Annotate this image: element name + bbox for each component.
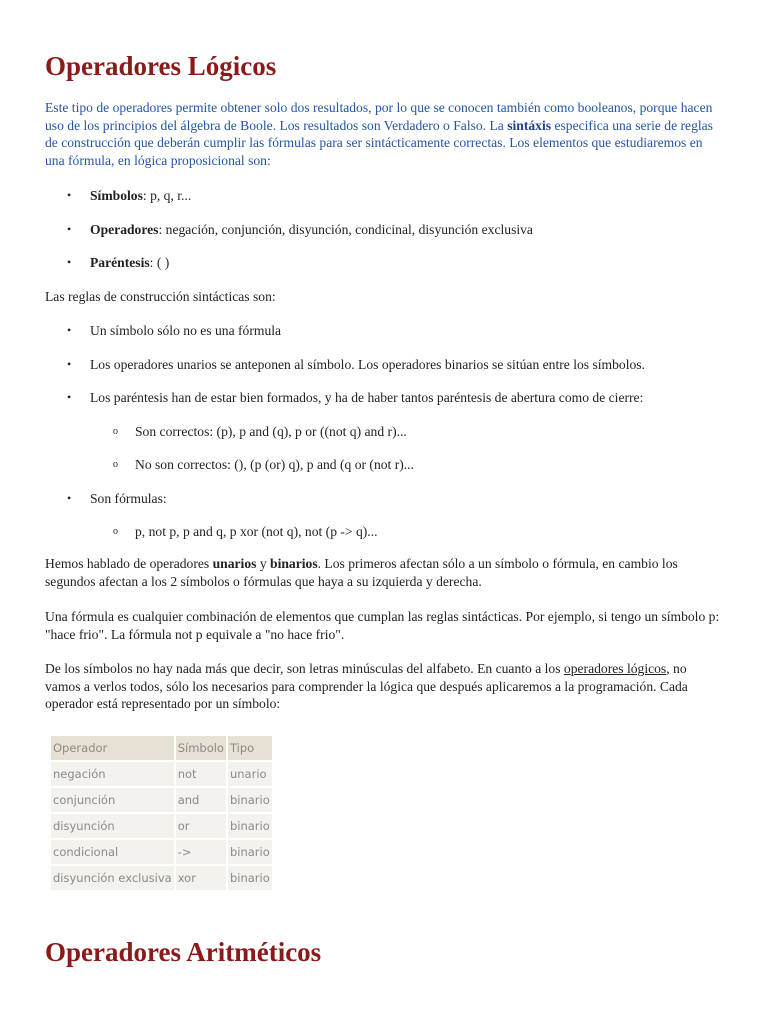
element-text: : negación, conjunción, disyunción, condicinal, disyunción exclusiva: [158, 221, 533, 237]
text-span: De los símbolos no hay nada más que decir, son letras minúsculas del alfabeto. En cuanto a los: [45, 661, 564, 676]
sub-list-item: o No son correctos: (), (p (or) q), p and (q or (not r)...: [45, 456, 725, 474]
table-cell: unario: [228, 762, 272, 786]
rule-text: Los paréntesis han de estar bien formados, y ha de haber tantos paréntesis de abertura como de cierre:: [90, 390, 644, 405]
sub-list: [45, 423, 725, 474]
sub-list-item: o Son correctos: (p), p and (q), p or ((not q) and r)...: [45, 423, 725, 441]
table-cell: condicional: [51, 840, 174, 864]
table-cell: binario: [228, 840, 272, 864]
intro-bold-sintaxis: sintáxis: [507, 117, 552, 133]
rules-list: [45, 322, 725, 541]
list-item: [45, 389, 725, 474]
rule-text: Son fórmulas:: [90, 490, 167, 506]
table-cell: conjunción: [51, 788, 174, 812]
table-row: [51, 762, 272, 786]
sub-list: [45, 523, 725, 541]
table-cell: or: [176, 814, 226, 838]
text-span: Hemos hablado de operadores: [45, 556, 213, 571]
table-cell: disyunción: [51, 814, 174, 838]
table-cell: ->: [176, 840, 226, 864]
bold-unarios: unarios: [212, 556, 257, 571]
intro-text-after: especifica una serie de reglas de construcción que deberán cumplir las fórmulas para ser sintácticamente correctas. Los elementos que estudiaremos en una fórmula, en lógica proposicional son:: [45, 117, 713, 168]
table-header-row: [51, 736, 272, 760]
table-row: [51, 866, 272, 890]
table-cell: xor: [176, 866, 226, 890]
table-cell: negación: [51, 762, 174, 786]
paragraph-formula: Una fórmula es cualquier combinación de elementos que cumplan las reglas sintácticas. Por ejemplo, si tengo un símbolo p: "hace frio". La fórmula not p equivale a "no hace frio".: [45, 609, 720, 642]
bold-binarios: binarios: [270, 556, 318, 571]
table-header: Operador: [51, 736, 174, 760]
table-row: [51, 840, 272, 864]
table-cell: binario: [228, 788, 272, 812]
rules-intro: Las reglas de construcción sintácticas son:: [45, 289, 276, 304]
sub-list-item: o p, not p, p and q, p xor (not q), not (p -> q)...: [45, 523, 725, 541]
table-header: Tipo: [228, 736, 272, 760]
table-cell: and: [176, 788, 226, 812]
operadores-logicos-link[interactable]: operadores lógicos: [563, 661, 667, 676]
paragraph-simbolos: [45, 660, 725, 713]
table-row: [51, 788, 272, 812]
section-title-logicos: Operadores Lógicos: [45, 51, 277, 81]
table-cell: binario: [228, 814, 272, 838]
list-item: [45, 490, 725, 541]
element-text: : ( ): [149, 255, 170, 270]
operators-table: [49, 734, 274, 892]
intro-paragraph: [45, 99, 725, 169]
element-term: Símbolos: [90, 188, 143, 203]
table-row: [51, 814, 272, 838]
section-title-aritmeticos: Operadores Aritméticos: [45, 937, 322, 967]
list-item: • Un símbolo sólo no es una fórmula: [45, 322, 725, 340]
table-header: Símbolo: [176, 736, 226, 760]
paragraph-unarios-binarios: [45, 555, 725, 590]
intro-text-before: Este tipo de operadores permite obtener solo dos resultados, por lo que se conocen también como booleanos, porque hacen uso de los principios del álgebra de Boole. Los resultados son Verdadero o Falso. La: [45, 100, 713, 133]
text-span: y: [256, 556, 271, 571]
table-cell: binario: [228, 866, 272, 890]
text-span: . Los primeros afectan sólo a un símbolo o fórmula, en cambio los segundos afectan a los 2 símbolos o fórmulas que haya a su izquierda y derecha.: [45, 556, 678, 589]
table-cell: not: [176, 762, 226, 786]
text-span: , no vamos a verlos todos, sólo los necesarios para comprender la lógica que después aplicaremos a la programación. Cada operador está representado por un símbolo:: [45, 661, 688, 711]
element-text: : p, q, r...: [142, 188, 192, 203]
table-cell: disyunción exclusiva: [51, 866, 174, 890]
element-term: Paréntesis: [90, 255, 150, 270]
list-item: [45, 254, 725, 272]
list-item: [45, 187, 725, 205]
list-item: [45, 221, 725, 239]
list-item: • Los operadores unarios se anteponen al símbolo. Los operadores binarios se sitúan entre los símbolos.: [45, 356, 725, 374]
element-term: Operadores: [90, 221, 159, 237]
elements-list: [45, 187, 725, 272]
